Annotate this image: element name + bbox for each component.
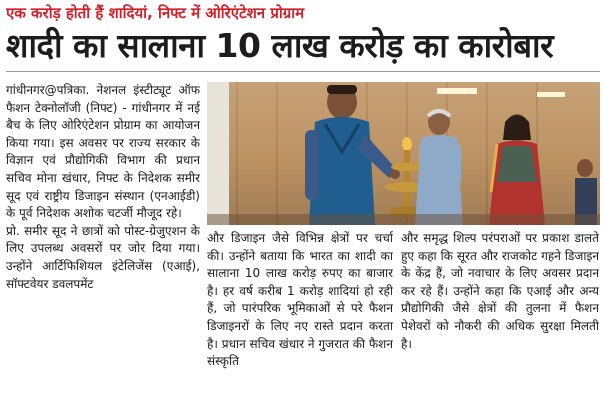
column-3-paragraph-1: और समृद्ध शिल्प परंपराओं पर प्रकाश डालते हुए कहा कि सूरत और राजकोट गहने डिजाइन के केंद्र हैं, जो नवाचार के लिए अवसर प्रदान कर रहे हैं। उन्होंने कहा कि एआई और अन्य प्रौद्योगिकी जैसे क्षेत्रों की तुलना में फैशन पेशेवरों को नौकरी की अधिक सुरक्षा मिलती है।: [401, 231, 599, 351]
article-column-3: [401, 230, 599, 414]
floor: [207, 214, 600, 225]
column-1-paragraph-1: गांधीनगर@पत्रिका. नेशनल इंस्टीट्यूट ऑफ फैशन टेक्नोलॉजी (निफ्ट) - गांधीनगर में नई बैच के लिए ओरिएंटेशन प्रोग्राम का आयोजन किया गया। इस अवसर पर राज्य सरकार के विज्ञान एवं प्रौद्योगिकी विभाग की प्रधान सचिव मोना खंधार, निफ्ट के निदेशक समीर सूद एवं राष्ट्रीय डिजाइन संस्थान (एनआईडी) के पूर्व निदेशक अशोक चटर्जी मौजूद रहे।: [6, 83, 200, 221]
pillar: [207, 82, 229, 225]
article-kicker: एक करोड़ होती हैं शादियां, निफ्ट में ओरिएंटेशन प्रोग्राम: [6, 4, 305, 22]
article-headline: शादी का सालाना 10 लाख करोड़ का कारोबार: [6, 26, 554, 65]
article-column-2: [207, 230, 393, 414]
article-column-1: [6, 82, 200, 414]
headline-divider: [6, 71, 600, 72]
column-1-paragraph-2: प्रो. समीर सूद ने छात्रों को पोस्ट-ग्रेजुएशन के लिए उपलब्ध अवसरों पर जोर दिया गया। उन्होंने आर्टिफिशियल इंटेलिजेंस (एआई), सॉफ्टवेयर डवलपमेंट: [6, 223, 200, 291]
column-2-paragraph-1: और डिजाइन जैसे विभिन्न क्षेत्रों पर चर्चा की। उन्होंने बताया कि भारत का शादी का सालाना 10 लाख करोड़ रुपए का बाजार है। हर वर्ष करीब 1 करोड़ शादियां हो रही हैं, जो पारंपरिक भूमिकाओं से परे फैशन डिजाइनरों के लिए नए रास्ते प्रदान करता है। प्रधान सचिव खंधार ने गुजरात की फैशन संस्कृति: [207, 231, 393, 369]
photo-illustration: [207, 82, 600, 225]
lamp-lighting-photo: [207, 82, 600, 225]
ceiling-light: [437, 88, 477, 94]
